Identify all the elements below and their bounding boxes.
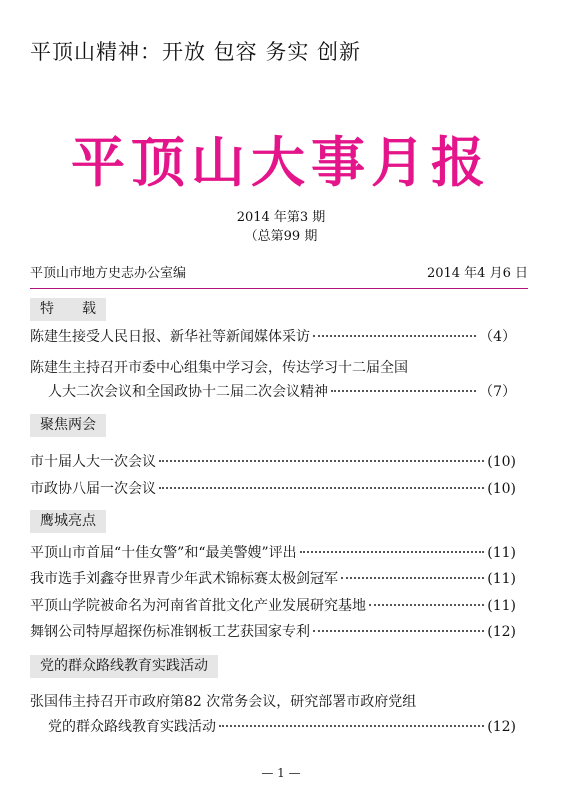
toc-entry[interactable] <box>30 358 516 378</box>
toc-entry-title: 平顶山市首届“十佳女警”和“最美警嫂”评出 <box>30 545 297 561</box>
toc-entry-title-line2: 党的群众路线教育实践活动 <box>48 719 216 735</box>
toc-entry[interactable] <box>30 692 516 712</box>
toc-entry-title: 平顶山学院被命名为河南省首批文化产业发展研究基地 <box>30 598 366 614</box>
dot-leader <box>341 577 484 579</box>
toc-entry-page: (11) <box>487 598 516 614</box>
toc-entry[interactable] <box>30 327 516 347</box>
toc-entry[interactable] <box>30 543 516 563</box>
toc-entry-page: （7） <box>479 384 516 400</box>
toc-entry[interactable] <box>30 569 516 589</box>
dot-leader <box>331 390 476 392</box>
cumulative-issue-number: （总第99 期 <box>244 229 318 244</box>
toc-entry-continuation[interactable] <box>48 382 516 402</box>
toc-entry-page: (10) <box>487 481 516 497</box>
toc-entry-page: (10) <box>487 454 516 470</box>
toc-entry-title-line1: 陈建生主持召开市委中心组集中学习会，传达学习十二届全国 <box>30 360 408 376</box>
slogan: 平顶山精神：开放 包容 务实 创新 <box>30 40 362 64</box>
toc-entry-page: (12) <box>487 719 516 735</box>
publication-date: 2014 年4 月6 日 <box>426 266 528 281</box>
toc-entry-title-line1: 张国伟主持召开市政府第82 次常务会议，研究部署市政府党组 <box>30 694 417 710</box>
toc-entry-title: 陈建生接受人民日报、新华社等新闻媒体采访 <box>30 329 310 345</box>
toc-entry-page: (11) <box>487 571 516 587</box>
publisher: 平顶山市地方史志办公室编 <box>30 266 187 281</box>
dot-leader <box>313 335 476 337</box>
toc-entry-page: (12) <box>487 624 516 640</box>
section-heading-special: 特 载 <box>30 298 106 321</box>
toc-entry[interactable] <box>30 622 516 642</box>
toc-entry[interactable] <box>30 596 516 616</box>
page-number: — 1 — <box>261 766 301 780</box>
toc-entry[interactable] <box>30 452 516 472</box>
section-heading-two-sessions: 聚焦两会 <box>30 414 106 437</box>
dot-leader <box>219 725 484 727</box>
section-heading-mass-line: 党的群众路线教育实践活动 <box>30 655 218 678</box>
toc-entry-title: 我市选手刘鑫夺世界青少年武术锦标赛太极剑冠军 <box>30 571 338 587</box>
header-divider <box>30 288 528 289</box>
section-heading-highlights: 鹰城亮点 <box>30 510 106 533</box>
toc-entry-continuation[interactable] <box>48 717 516 737</box>
toc-entry-page: (11) <box>487 545 516 561</box>
masthead-title: 平顶山大事月报 <box>71 131 491 194</box>
publication-info-row <box>30 262 528 281</box>
toc-entry-title: 市十届人大一次会议 <box>30 454 156 470</box>
toc-entry-page: （4） <box>479 329 516 345</box>
issue-number: 2014 年第3 期 <box>236 210 326 225</box>
dot-leader <box>300 551 485 553</box>
toc-entry[interactable] <box>30 479 516 499</box>
dot-leader <box>313 630 484 632</box>
dot-leader <box>159 487 484 489</box>
toc-entry-title: 市政协八届一次会议 <box>30 481 156 497</box>
toc-entry-title: 舞钢公司特厚超探伤标准钢板工艺获国家专利 <box>30 624 310 640</box>
toc-entry-title-line2: 人大二次会议和全国政协十二届二次会议精神 <box>48 384 328 400</box>
dot-leader <box>159 460 484 462</box>
dot-leader <box>369 604 484 606</box>
